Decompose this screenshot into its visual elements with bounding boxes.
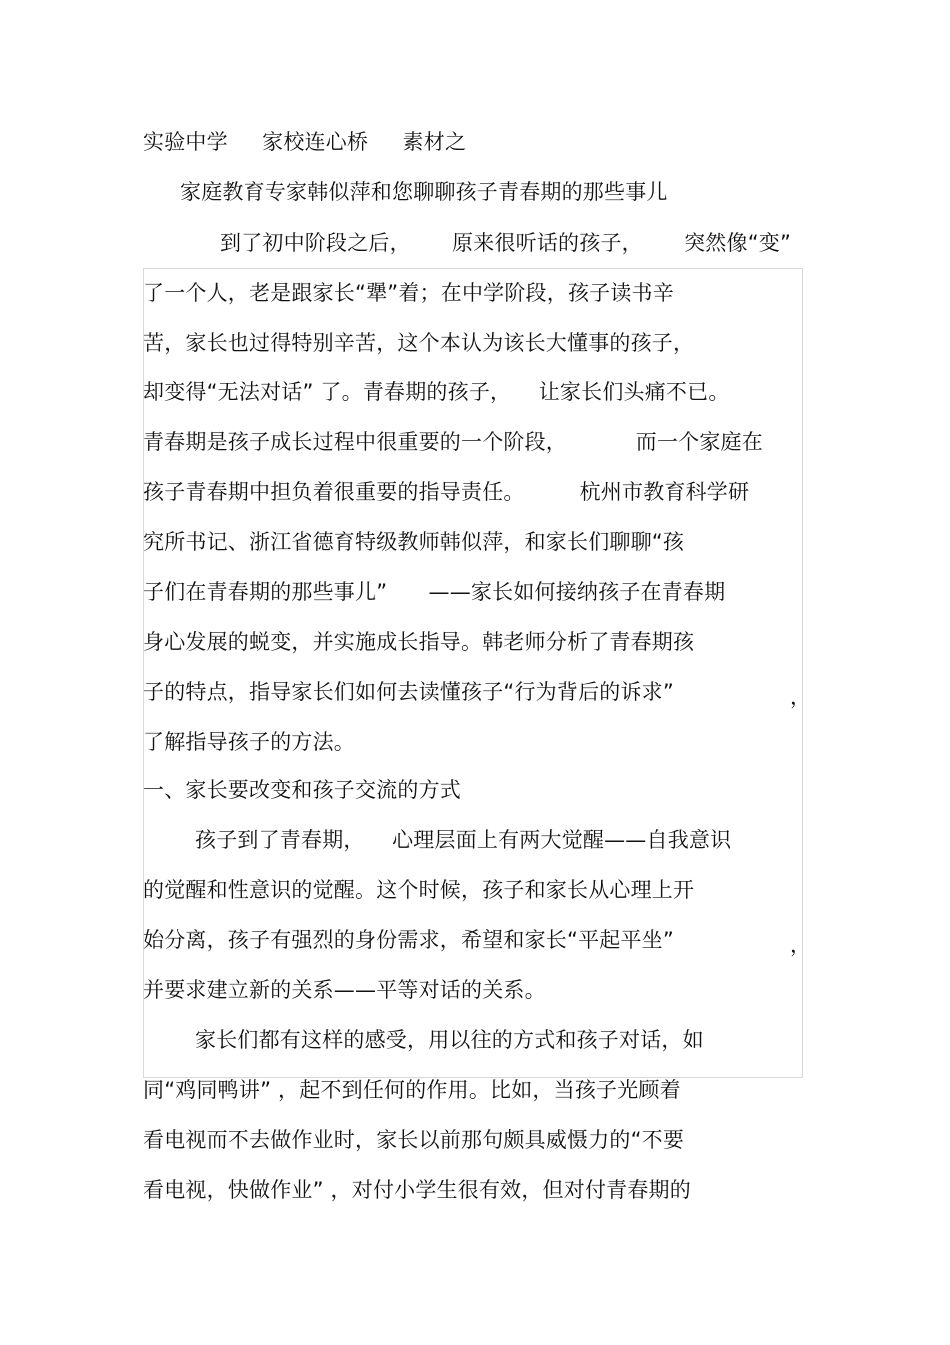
paragraph-line: 却变得“无法对话” 了。青春期的孩子， 让家长们头痛不已。 [143,380,730,404]
section-heading: 一、家长要改变和孩子交流的方式 [143,778,461,802]
trailing-comma: ， [790,685,811,709]
trailing-comma: ， [790,933,811,957]
document-title: 家庭教育专家韩似萍和您聊聊孩子青春期的那些事儿 [180,180,668,204]
paragraph-line: 家长们都有这样的感受，用以往的方式和孩子对话，如 [195,1028,704,1052]
paragraph-line: 孩子青春期中担负着很重要的指导责任。 杭州市教育科学研 [143,480,750,504]
paragraph-line: 子的特点，指导家长们如何去读懂孩子“行为背后的诉求” [143,680,674,704]
paragraph-line: 始分离，孩子有强烈的身份需求，希望和家长“平起平坐” [143,928,674,952]
paragraph-line: 并要求建立新的关系——平等对话的关系。 [143,978,546,1002]
paragraph-line: 子们在青春期的那些事儿” ——家长如何接纳孩子在青春期 [143,580,726,604]
paragraph-line: 了解指导孩子的方法。 [143,730,355,754]
paragraph-line: 究所书记、浙江省德育特级教师韩似萍，和家长们聊聊“孩 [143,530,685,554]
paragraph-line: 到了初中阶段之后， 原来很听话的孩子， 突然像“变” [220,231,792,255]
header-line: 实验中学 家校连心桥 素材之 [143,130,467,154]
paragraph-line: 青春期是孩子成长过程中很重要的一个阶段， 而一个家庭在 [143,430,763,454]
paragraph-line: 的觉醒和性意识的觉醒。这个时候，孩子和家长从心理上开 [143,878,695,902]
paragraph-line: 孩子到了青春期， 心理层面上有两大觉醒——自我意识 [195,828,732,852]
paragraph-line: 了一个人，老是跟家长“犟”着；在中学阶段，孩子读书辛 [143,281,674,305]
paragraph-line: 身心发展的蜕变，并实施成长指导。韩老师分析了青春期孩 [143,630,695,654]
paragraph-line: 同“鸡同鸭讲” ，起不到任何的作用。比如，当孩子光顾着 [143,1078,681,1102]
paragraph-line: 苦，家长也过得特别辛苦，这个本认为该长大懂事的孩子， [143,331,695,355]
paragraph-line: 看电视，快做作业” ，对付小学生很有效，但对付青春期的 [143,1178,691,1202]
paragraph-line: 看电视而不去做作业时，家长以前那句颇具威慑力的“不要 [143,1128,685,1152]
